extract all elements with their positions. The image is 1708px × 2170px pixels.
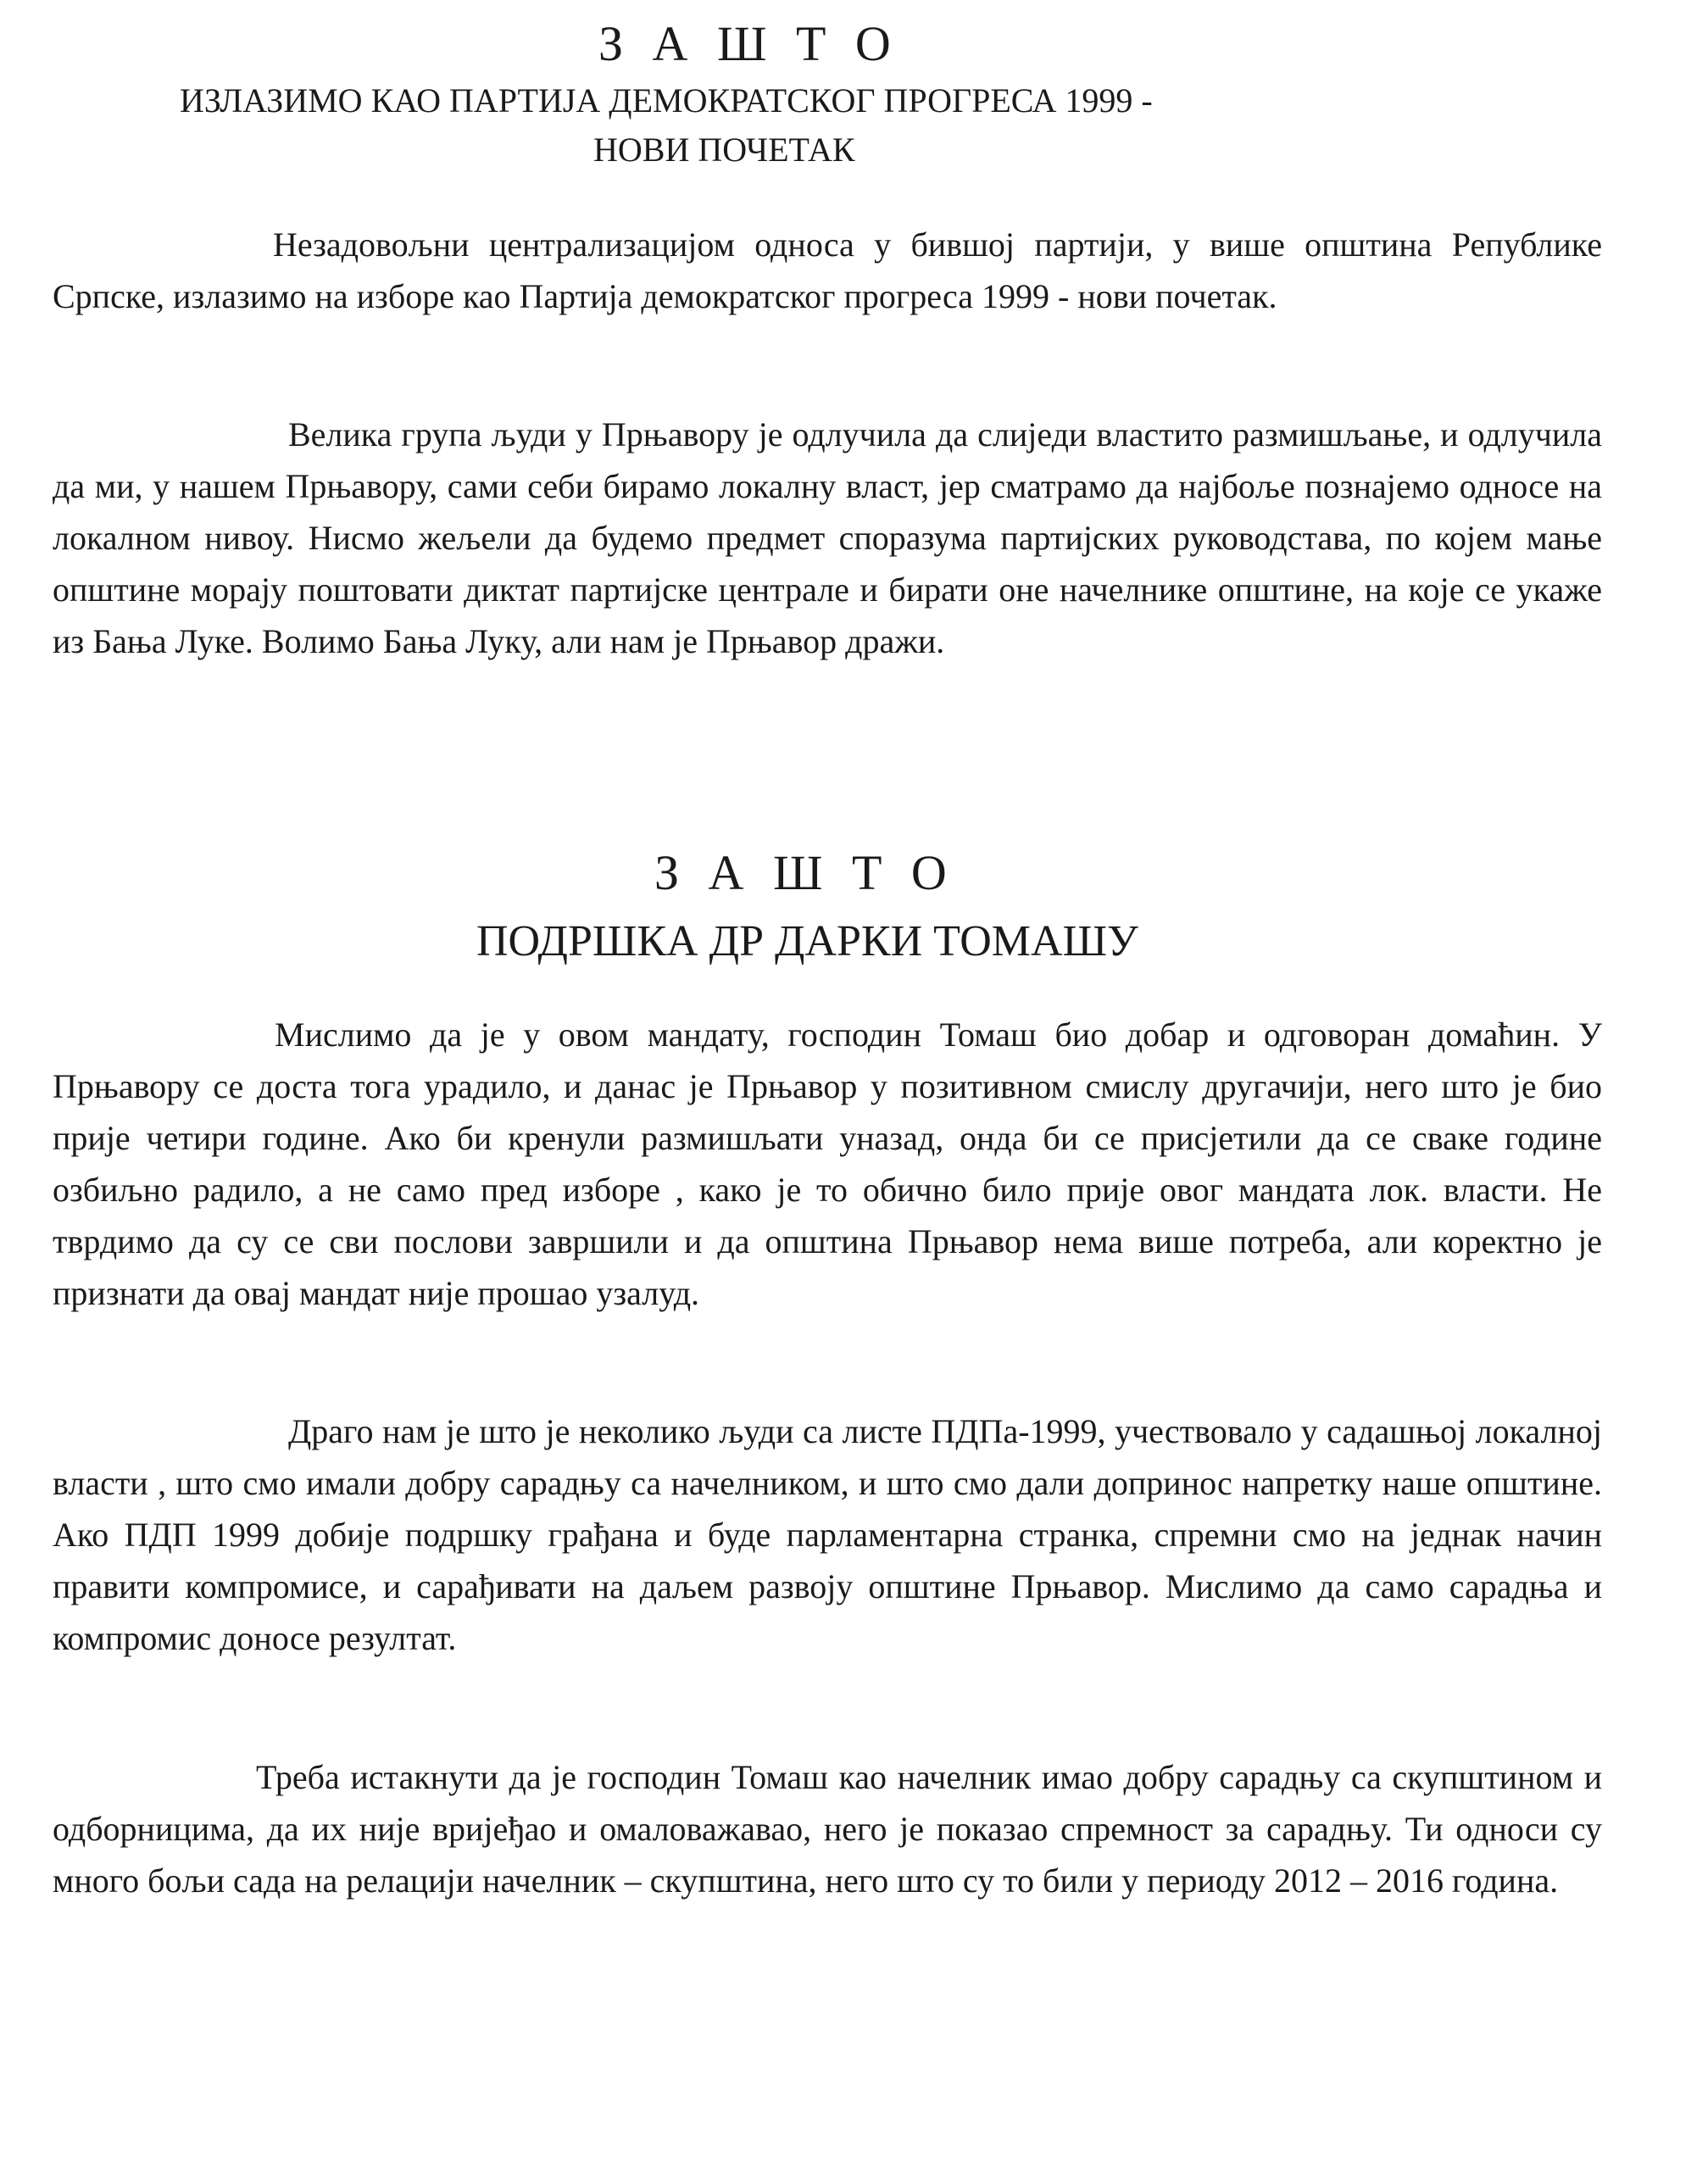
section1-paragraph-1: Незадовољни централизацијом односа у бившој партији, у више општина Републике Српске, излазимо на изборе као Партија демократског прогреса 1999 - нови почетак.: [53, 225, 1602, 315]
section2-title: З А Ш Т О: [654, 845, 955, 900]
section2-paragraph-3: Треба истакнути да је господин Томаш као начелник имао добру сарадњу са скупштином и одборницима, да их није вријеђао и омаловажавао, него је показао спремност за сарадњу. Ти односи су много бољи сада на релацији начелник – скупштина, него што су то били у периоду 2012 – 2016 година.: [53, 1758, 1602, 1900]
section2-subtitle: ПОДРШКА ДР ДАРКИ ТОМАШУ: [476, 917, 1138, 965]
section1-subtitle-line2: НОВИ ПОЧЕТАК: [593, 131, 855, 169]
section1-paragraph-2: Велика група људи у Прњавору је одлучила да слиједи властито размишљање, и одлучила да ми, у нашем Прњавору, сами себи бирамо локалну власт, јер сматрамо да најбоље познајемо односе на локалном нивоу. Нисмо жељели да будемо предмет споразума партијских руководстава, по којем мање општине морају поштовати диктат партијске централе и бирати оне начелнике општине, на које се укаже из Бања Луке. Волимо Бања Луку, али нам је Прњавор дражи.: [53, 415, 1602, 660]
section1-title: З А Ш Т О: [598, 16, 899, 71]
section1-subtitle-line1: ИЗЛАЗИМО КАО ПАРТИЈА ДЕМОКРАТСКОГ ПРОГРЕСА 1999 -: [180, 81, 1153, 120]
section2-paragraph-1: Мислимо да је у овом мандату, господин Томаш био добар и одговоран домаћин. У Прњавору се доста тога урадило, и данас је Прњавор у позитивном смислу другачији, него што је био прије четири године. Ако би кренули размишљати уназад, онда би се присјетили да се сваке године озбиљно радило, а не само пред изборе , како је то обично било прије овог мандата лок. власти. Не тврдимо да су се сви послови завршили и да општина Прњавор нема више потреба, али коректно је признати да овај мандат није прошао узалуд.: [53, 1015, 1602, 1312]
section2-paragraph-2: Драго нам је што је неколико људи са листе ПДПа-1999, учествовало у садашњој локалној власти , што смо имали добру сарадњу са начелником, и што смо дали допринос напретку наше општине. Ако ПДП 1999 добије подршку грађана и буде парламентарна странка, спремни смо на једнак начин правити компромисе, и сарађивати на даљем развоју општине Прњавор. Мислимо да само сарадња и компромис доносе резултат.: [53, 1412, 1602, 1657]
